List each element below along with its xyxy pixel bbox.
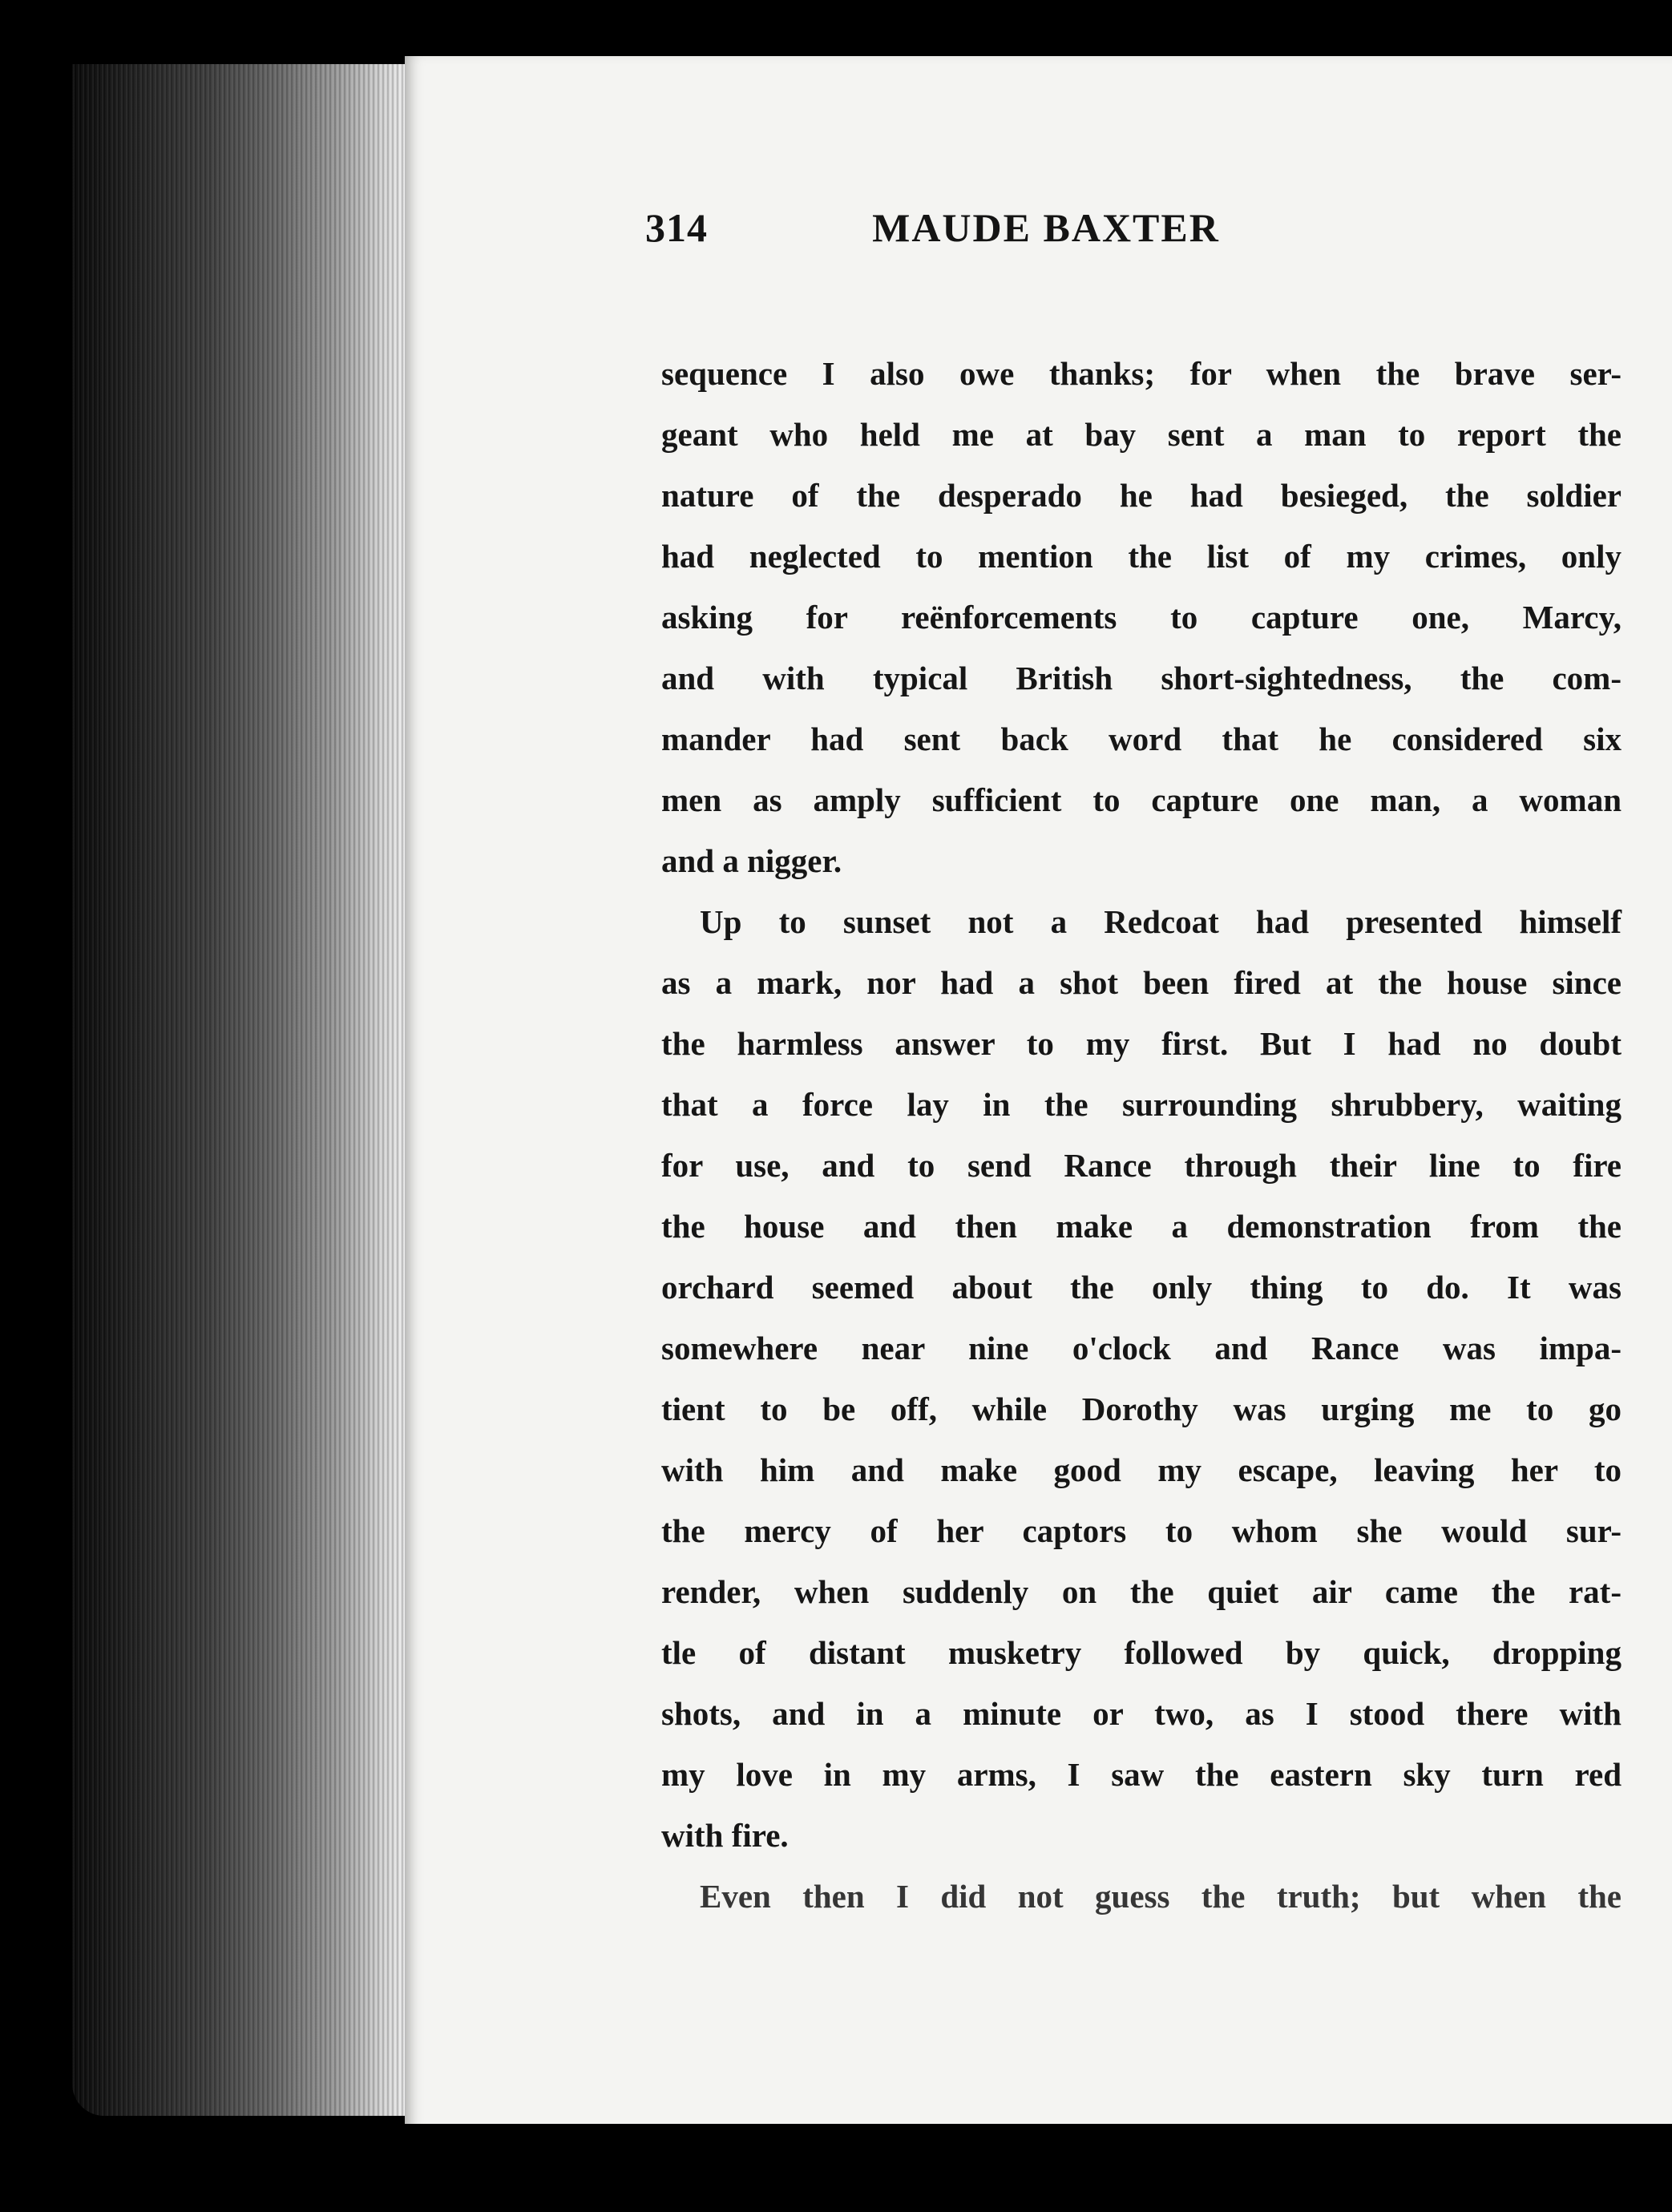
text-line: tient to be off, while Dorothy was urging me to go [661, 1391, 1622, 1427]
text-line: the mercy of her captors to whom she would sur- [661, 1512, 1622, 1549]
text-line: had neglected to mention the list of my crimes, only [661, 538, 1622, 575]
text-line: the house and then make a demonstration from the [661, 1208, 1622, 1245]
text-line: tle of distant musketry followed by quick, dropping [661, 1634, 1622, 1671]
book-page [405, 56, 1672, 2132]
text-line: geant who held me at bay sent a man to report the [661, 416, 1622, 453]
text-line: my love in my arms, I saw the eastern sky turn red [661, 1756, 1622, 1793]
text-line: Even then I did not guess the truth; but when the [700, 1878, 1622, 1915]
text-line: asking for reënforcements to capture one, Marcy, [661, 599, 1622, 636]
running-head: MAUDE BAXTER [872, 205, 1220, 250]
body-text [661, 343, 1622, 1927]
text-line: shots, and in a minute or two, as I stood there with [661, 1695, 1622, 1732]
page-edge-stack [72, 64, 409, 2116]
text-line: and a nigger. [661, 842, 842, 879]
page-header [645, 204, 1447, 268]
text-line: the harmless answer to my first. But I had no doubt [661, 1025, 1622, 1062]
text-line: sequence I also owe thanks; for when the brave ser- [661, 355, 1622, 392]
bottom-shadow [405, 2124, 1672, 2212]
text-line: with fire. [661, 1817, 789, 1854]
text-line: mander had sent back word that he considered six [661, 721, 1622, 757]
text-line: with him and make good my escape, leaving her to [661, 1451, 1622, 1488]
text-line: as a mark, nor had a shot been fired at the house since [661, 964, 1622, 1001]
text-line: render, when suddenly on the quiet air came the rat- [661, 1573, 1622, 1610]
page-number: 314 [645, 205, 708, 250]
text-line: for use, and to send Rance through their line to fire [661, 1147, 1622, 1184]
text-line: men as amply sufficient to capture one man, a woman [661, 781, 1622, 818]
text-line: that a force lay in the surrounding shrubbery, waiting [661, 1086, 1622, 1123]
text-line: Up to sunset not a Redcoat had presented himself [700, 903, 1622, 940]
text-line: orchard seemed about the only thing to do. It was [661, 1269, 1622, 1306]
text-line: and with typical British short-sightedness, the com- [661, 660, 1622, 696]
text-line: somewhere near nine o'clock and Rance was impa- [661, 1330, 1622, 1366]
text-line: nature of the desperado he had besieged, the soldier [661, 477, 1622, 514]
